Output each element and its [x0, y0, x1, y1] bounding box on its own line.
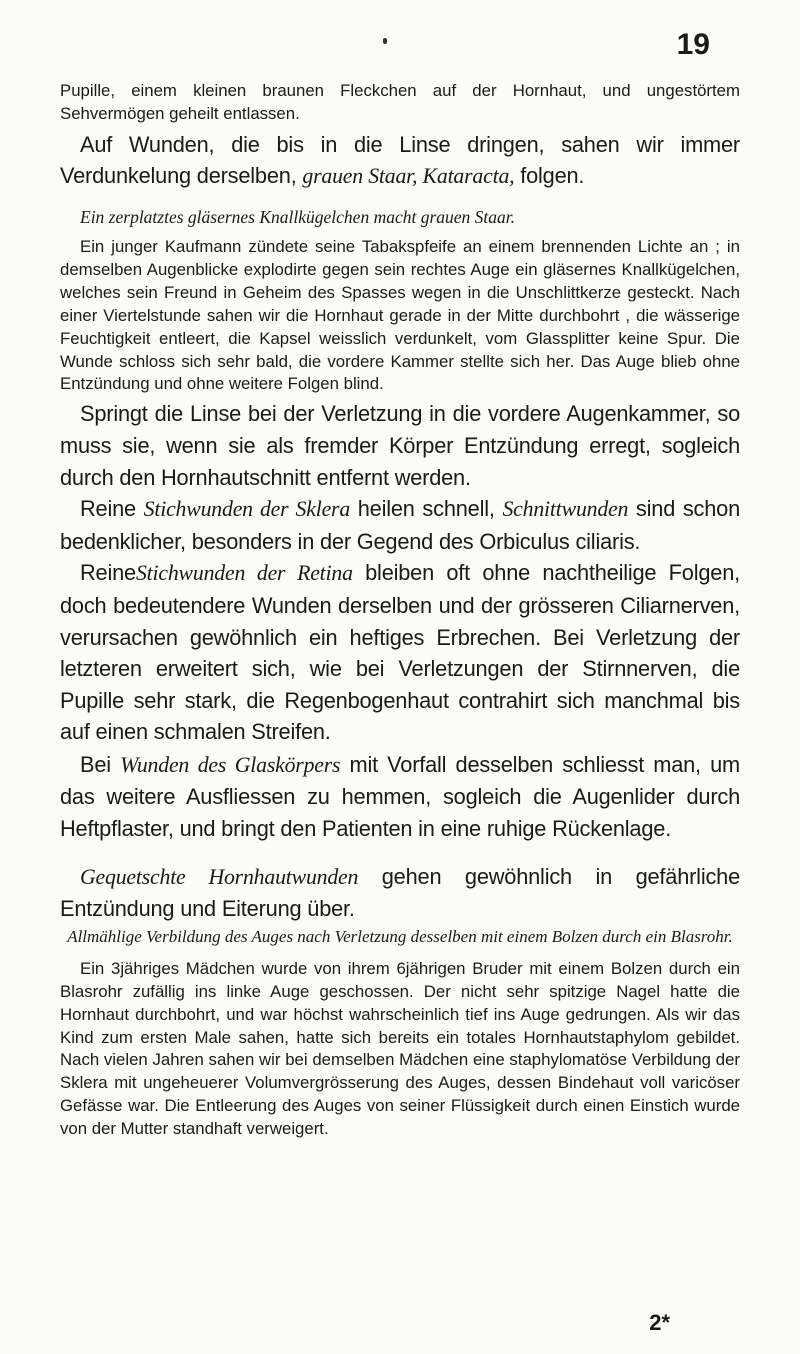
- text-run: sind schon bedenklicher, besonders in der Gegend des Orbiculus ciliaris.: [60, 496, 740, 554]
- case-heading-knallkuegelchen: Ein zerplatztes gläsernes Knallkügelchen macht grauen Staar.: [80, 207, 516, 227]
- text-run: heilen schnell,: [350, 496, 503, 522]
- text-run: Bei: [80, 751, 121, 777]
- signature-mark: 2*: [649, 1310, 670, 1335]
- case-heading-blasrohr: Allmählige Verbildung des Auges nach Verletzung desselben mit einem Bolzen durch ein Blasrohr.: [67, 926, 733, 946]
- text-run: folgen.: [514, 163, 585, 189]
- emphasis-term: Stichwunden der Sklera: [143, 497, 351, 522]
- paragraph-lens-chamber: Springt die Linse bei der Verletzung in die vordere Augenkammer, so muss sie, wenn sie als fremder Körper Entzündung erregt, sogleich durch den Hornhautschnitt entfernt werden.: [60, 401, 740, 490]
- paragraph-lens-wounds: [60, 129, 740, 193]
- emphasis-term: Schnittwunden: [502, 497, 629, 522]
- paragraph-sklera-wounds: [60, 493, 740, 557]
- case-report-maedchen: Ein 3jähriges Mädchen wurde von ihrem 6jährigen Bruder mit einem Bolzen durch ein Blasrohr zufällig ins linke Auge geschossen. Der nicht sehr spitzige Nagel hatte die Hornhaut durchbohrt, und war höchst wahrscheinlich tief ins Auge gedrungen. Als wir das Kind zum ersten Male sahen, hatte sich bereits ein totales Hornhautstaphylom gebildet. Nach vielen Jahren sahen wir bei demselben Mädchen eine staphylomatöse Verbildung der Sklera mit ungeheuerer Volumvergrösserung des Auges, dessen Bindehaut voll varicöser Gefässe war. Die Entleerung des Auges von seiner Flüssigkeit durch einen Einstich wurde von der Mutter standhaft verweigert.: [60, 958, 740, 1139]
- print-speck: [383, 38, 387, 44]
- text-run: Reine: [80, 496, 144, 522]
- emphasis-term: Gequetschte Hornhautwunden: [80, 864, 359, 889]
- paragraph-retina-wounds: [60, 557, 740, 748]
- paragraph-glaskoerper: [60, 749, 740, 845]
- emphasis-term: Wunden des Glaskörpers: [120, 752, 341, 777]
- text-run: bleiben oft ohne nachtheilige Folgen, doch bedeutendere Wunden derselben und der grösseren Ciliarnerven, verursachen gewöhnlich ein heftiges Erbrechen. Bei Verletzung der letzteren erweitert sich, wie bei Verletzungen der Stirnnerven, die Pupille sehr stark, die Regenbogenhaut contrahirt sich manchmal bis auf einen schmalen Streifen.: [60, 560, 740, 745]
- paragraph-hornhautwunden: [60, 861, 740, 925]
- text-run: gehen gewöhnlich in gefährliche Entzündung und Eiterung über.: [60, 863, 741, 922]
- text-run: Reine: [80, 560, 136, 586]
- case-report-kaufmann: Ein junger Kaufmann zündete seine Tabakspfeife an einem brennenden Lichte an ; in demselben Augenblicke explodirte gegen sein rechtes Auge ein gläsernes Knallkügelchen, welches sein Freund in Geheim des Spasses wegen in die Unschlittkerze gesteckt. Nach einer Viertelstunde sahen wir die Hornhaut gerade in der Mitte durchbohrt , die wässerige Feuchtigkeit entleert, die Kapsel weisslich verdunkelt, vom Glassplitter keine Spur. Die Wunde schloss sich sehr bald, die vordere Kammer stellte sich her. Das Auge blieb ohne Entzündung und ohne weitere Folgen blind.: [60, 237, 740, 394]
- text-run: Auf Wunden, die bis in die Linse dringen, sahen wir immer Verdunkelung derselben,: [60, 131, 740, 189]
- text-run: mit Vorfall desselben schliesst man, um das weitere Ausfliessen zu hemmen, sogleich die Augenlider durch Heftpflaster, und bringt den Patienten in eine ruhige Rückenlage.: [60, 751, 740, 842]
- paragraph-continuation: Pupille, einem kleinen braunen Fleckchen auf der Hornhaut, und ungestörtem Sehvermögen geheilt entlassen.: [60, 81, 740, 123]
- page-number: 19: [676, 28, 710, 61]
- emphasis-term: grauen Staar, Kataracta,: [302, 164, 515, 189]
- page-content: [60, 80, 740, 1141]
- emphasis-term: Stichwunden der Retina: [135, 561, 353, 586]
